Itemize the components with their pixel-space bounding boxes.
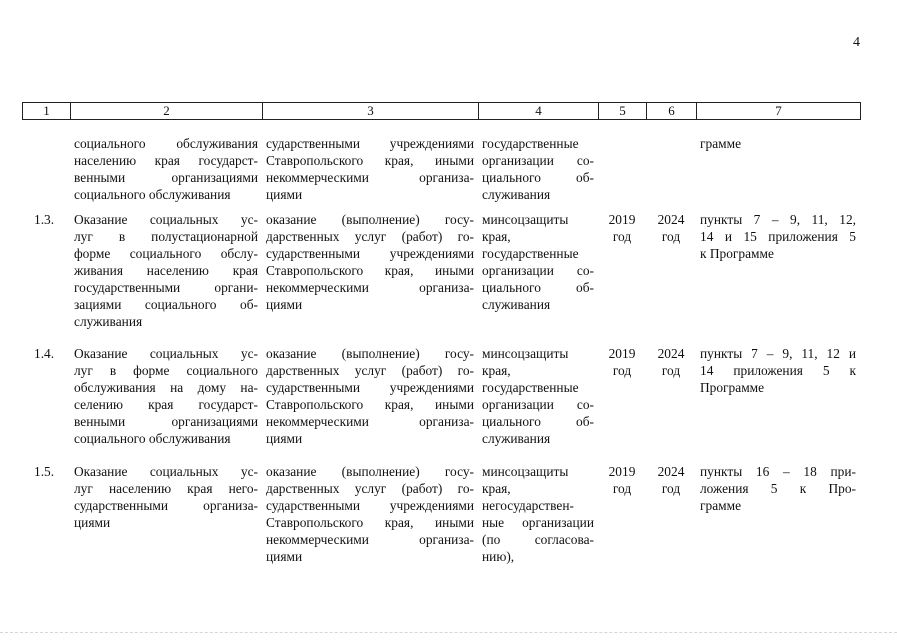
start-year-line: год: [612, 481, 632, 496]
responsible-executor-cell: [478, 345, 598, 463]
implementation-form-cell: [262, 463, 478, 573]
responsible-executor-line: края,: [482, 481, 511, 496]
measure-name-line: зациями социального об-: [74, 297, 258, 312]
end-year-line: 2024: [657, 212, 685, 227]
implementation-form-line: некоммерческими организа-: [266, 414, 474, 429]
measure-name-line: обслуживания на дому на-: [74, 380, 258, 395]
measure-name-line: социального обслуживания: [74, 136, 258, 151]
implementation-form-line: некоммерческими организа-: [266, 532, 474, 547]
responsible-executor-line: служивания: [482, 431, 551, 446]
measure-name-line: луг в форме социального: [74, 363, 258, 378]
implementation-form-cell: [262, 345, 478, 463]
end-year-line: год: [661, 481, 681, 496]
row-number-cell: 1.4.: [34, 346, 55, 361]
measure-name-line: сударственными организа-: [74, 498, 258, 513]
implementation-form-line: циями: [266, 187, 303, 202]
table-row: [22, 345, 860, 463]
measure-name-line: венными организациями: [74, 170, 258, 185]
implementation-form-line: сударственными учреждениями: [266, 136, 474, 151]
responsible-executor-line: государственные: [482, 136, 579, 151]
measure-name-line: циями: [74, 515, 111, 530]
responsible-executor-line: государственные: [482, 246, 579, 261]
implementation-form-line: Ставропольского края, иными: [266, 263, 474, 278]
implementation-form-line: дарственных услуг (работ) го-: [266, 363, 474, 378]
measure-name-line: форме социального обслу-: [74, 246, 258, 261]
program-references-cell: [696, 135, 860, 211]
measure-name-cell: [70, 135, 262, 211]
implementation-form-line: сударственными учреждениями: [266, 380, 474, 395]
program-references-line: пункты 7 – 9, 11, 12 и: [700, 346, 856, 361]
column-header-1: 1: [23, 103, 71, 120]
implementation-form-line: Ставропольского края, иными: [266, 515, 474, 530]
program-references-cell: [696, 345, 860, 463]
responsible-executor-line: края,: [482, 229, 511, 244]
measure-name-line: Оказание социальных ус-: [74, 212, 258, 227]
start-year-cell: [598, 463, 646, 573]
responsible-executor-line: края,: [482, 363, 511, 378]
responsible-executor-line: (по согласова-: [482, 532, 594, 547]
column-header-7: 7: [697, 103, 861, 120]
program-references-line: к Программе: [700, 246, 774, 261]
responsible-executor-line: минсоцзащиты: [482, 212, 569, 227]
responsible-executor-line: служивания: [482, 187, 551, 202]
column-header-3: 3: [263, 103, 479, 120]
measure-name-line: служивания: [74, 314, 143, 329]
start-year-line: год: [612, 363, 632, 378]
start-year-line: 2019: [608, 346, 636, 361]
responsible-executor-line: циального об-: [482, 170, 594, 185]
program-references-line: 14 приложения 5 к: [700, 363, 856, 378]
implementation-form-line: некоммерческими организа-: [266, 170, 474, 185]
end-year-cell: [646, 211, 696, 345]
responsible-executor-line: государственные: [482, 380, 579, 395]
implementation-form-line: оказание (выполнение) госу-: [266, 212, 474, 227]
responsible-executor-cell: [478, 463, 598, 573]
end-year-line: 2024: [657, 464, 685, 479]
responsible-executor-line: служивания: [482, 297, 551, 312]
program-references-line: ложения 5 к Про-: [700, 481, 856, 496]
measure-name-line: Оказание социальных ус-: [74, 346, 258, 361]
column-header-2: 2: [71, 103, 263, 120]
end-year-line: год: [661, 363, 681, 378]
measure-name-line: селению края государст-: [74, 397, 258, 412]
column-header-5: 5: [599, 103, 647, 120]
scan-edge-artifact: [0, 632, 897, 634]
implementation-form-line: Ставропольского края, иными: [266, 153, 474, 168]
responsible-executor-line: нию),: [482, 549, 515, 564]
program-references-line: грамме: [700, 498, 742, 513]
program-references-cell: [696, 211, 860, 345]
program-references-cell: [696, 463, 860, 573]
implementation-form-cell: [262, 135, 478, 211]
table-row: [22, 463, 860, 573]
column-header-4: 4: [479, 103, 599, 120]
responsible-executor-line: минсоцзащиты: [482, 346, 569, 361]
measure-name-line: живания населению края: [74, 263, 258, 278]
responsible-executor-line: организации со-: [482, 263, 594, 278]
responsible-executor-line: циального об-: [482, 280, 594, 295]
start-year-line: год: [612, 229, 632, 244]
measure-name-line: населению края государст-: [74, 153, 258, 168]
implementation-form-line: дарственных услуг (работ) го-: [266, 481, 474, 496]
table-body: [22, 135, 860, 573]
start-year-cell: [598, 345, 646, 463]
measure-name-line: социального обслуживания: [74, 431, 231, 446]
row-number-cell: 1.5.: [34, 464, 55, 479]
implementation-form-line: циями: [266, 431, 303, 446]
measure-name-cell: [70, 211, 262, 345]
start-year-cell: [598, 135, 646, 211]
row-number-cell: [22, 135, 70, 211]
end-year-line: год: [661, 229, 681, 244]
column-header-table: [22, 102, 861, 120]
program-references-line: 14 и 15 приложения 5: [700, 229, 856, 244]
end-year-cell: [646, 135, 696, 211]
measure-name-line: венными организациями: [74, 414, 258, 429]
responsible-executor-cell: [478, 211, 598, 345]
end-year-line: 2024: [657, 346, 685, 361]
measure-name-line: социального обслуживания: [74, 187, 231, 202]
column-header-6: 6: [647, 103, 697, 120]
measure-name-line: государственными органи-: [74, 280, 258, 295]
measure-name-line: луг населению края него-: [74, 481, 258, 496]
implementation-form-line: сударственными учреждениями: [266, 246, 474, 261]
measure-name-cell: [70, 345, 262, 463]
program-references-line: пункты 7 – 9, 11, 12,: [700, 212, 856, 227]
implementation-form-cell: [262, 211, 478, 345]
column-header-row: [23, 103, 861, 120]
measure-name-cell: [70, 463, 262, 573]
program-references-line: пункты 16 – 18 при-: [700, 464, 856, 479]
row-number-cell: 1.3.: [34, 212, 55, 227]
implementation-form-line: оказание (выполнение) госу-: [266, 464, 474, 479]
program-references-line: грамме: [700, 136, 742, 151]
responsible-executor-cell: [478, 135, 598, 211]
responsible-executor-line: негосударствен-: [482, 498, 574, 513]
start-year-line: 2019: [608, 212, 636, 227]
implementation-form-line: некоммерческими организа-: [266, 280, 474, 295]
page-number: 4: [853, 35, 860, 50]
implementation-form-line: дарственных услуг (работ) го-: [266, 229, 474, 244]
program-references-line: Программе: [700, 380, 765, 395]
table-row: [22, 135, 860, 211]
measure-name-line: луг в полустационарной: [74, 229, 258, 244]
implementation-form-line: Ставропольского края, иными: [266, 397, 474, 412]
responsible-executor-line: организации со-: [482, 397, 594, 412]
start-year-cell: [598, 211, 646, 345]
table-row: [22, 211, 860, 345]
responsible-executor-line: минсоцзащиты: [482, 464, 569, 479]
implementation-form-line: оказание (выполнение) госу-: [266, 346, 474, 361]
implementation-form-line: циями: [266, 297, 303, 312]
implementation-form-line: циями: [266, 549, 303, 564]
start-year-line: 2019: [608, 464, 636, 479]
responsible-executor-line: циального об-: [482, 414, 594, 429]
measure-name-line: Оказание социальных ус-: [74, 464, 258, 479]
responsible-executor-line: организации со-: [482, 153, 594, 168]
responsible-executor-line: ные организации: [482, 515, 594, 530]
end-year-cell: [646, 463, 696, 573]
implementation-form-line: сударственными учреждениями: [266, 498, 474, 513]
end-year-cell: [646, 345, 696, 463]
